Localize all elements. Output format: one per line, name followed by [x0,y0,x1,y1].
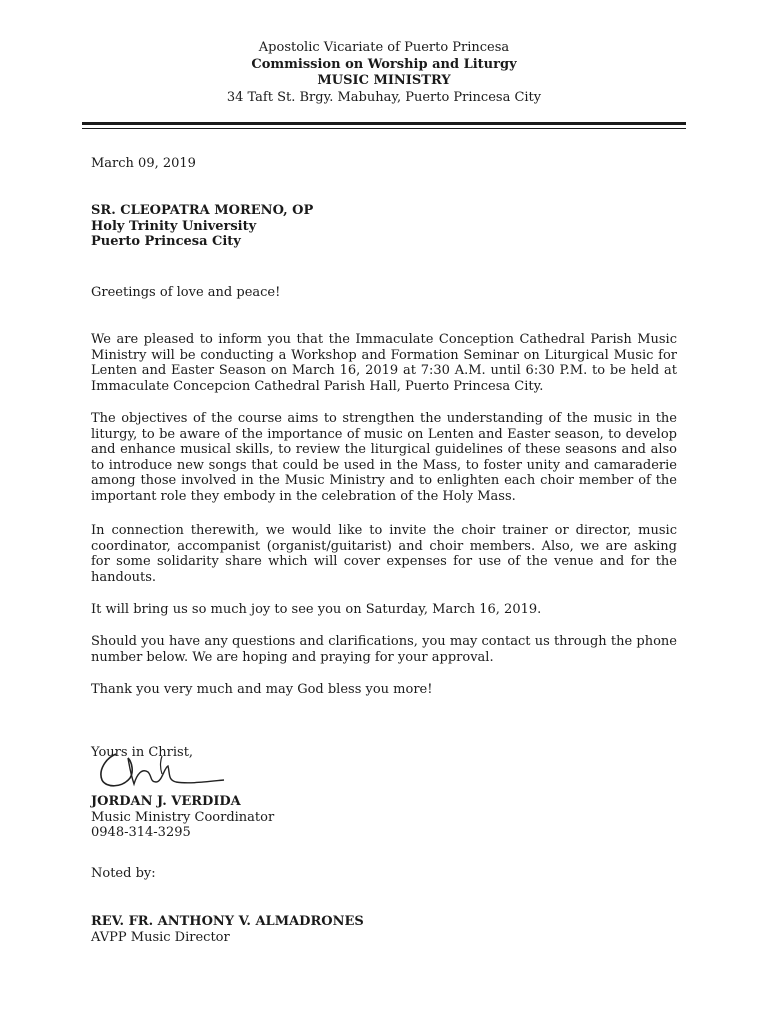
signatory-name: JORDAN J. VERDIDA [91,794,241,809]
letter-date: March 09, 2019 [91,156,196,171]
noter-block [91,914,677,945]
noter-title: AVPP Music Director [91,929,230,945]
paragraph-2: The objectives of the course aims to strengthen the understanding of the music in the liturgy, to be aware of the importance of music on Lenten and Easter season, to develop and enhance musical skills, to review the liturgical guidelines of these seasons and also to introduce new songs that could be used in the Mass, to foster unity and camaraderie among those involved in the Music Ministry and to enlighten each choir member of the important role they embody in the celebration of the Holy Mass. [91,411,677,504]
header-rule-thick [82,122,686,125]
letterhead-commission: Commission on Worship and Liturgy [251,56,517,72]
signatory-block [91,794,677,841]
noter-name: REV. FR. ANTHONY V. ALMADRONES [91,914,364,929]
letterhead-ministry: MUSIC MINISTRY [317,73,451,88]
recipient-org: Holy Trinity University [91,218,257,234]
paragraph-6: Thank you very much and may God bless you more! [91,682,433,697]
recipient-name: SR. CLEOPATRA MORENO, OP [91,203,314,218]
signatory-phone: 0948-314-3295 [91,825,191,840]
paragraph-5: Should you have any questions and clarifications, you may contact us through the phone number below. We are hoping and praying for your approval. [91,634,677,665]
paragraph-1: We are pleased to inform you that the Immaculate Conception Cathedral Parish Music Ministry will be conducting a Workshop and Formation Seminar on Liturgical Music for Lenten and Easter Season on March 16, 2019 at 7:30 A.M. until 6:30 P.M. to be held at Immaculate Concepcion Cathedral Parish Hall, Puerto Princesa City. [91,332,677,394]
recipient-block [91,203,677,250]
closing: Yours in Christ, [91,745,194,760]
noted-by-label: Noted by: [91,866,156,881]
signature-image [92,748,242,798]
paragraph-3: In connection therewith, we would like to invite the choir trainer or director, music coordinator, accompanist (organist/guitarist) and choir members. Also, we are asking for some solidarity share which will cover expenses for use of the venue and for the handouts. [91,523,677,585]
letterhead-vicariate: Apostolic Vicariate of Puerto Princesa [258,40,510,55]
letterhead [82,40,686,106]
paragraph-4: It will bring us so much joy to see you on Saturday, March 16, 2019. [91,602,542,617]
letterhead-address: 34 Taft St. Brgy. Mabuhay, Puerto Princesa City [226,89,542,105]
header-rule-thin [82,128,686,129]
greeting: Greetings of love and peace! [91,285,281,300]
signatory-title: Music Ministry Coordinator [91,809,275,825]
recipient-city: Puerto Princesa City [91,234,241,249]
